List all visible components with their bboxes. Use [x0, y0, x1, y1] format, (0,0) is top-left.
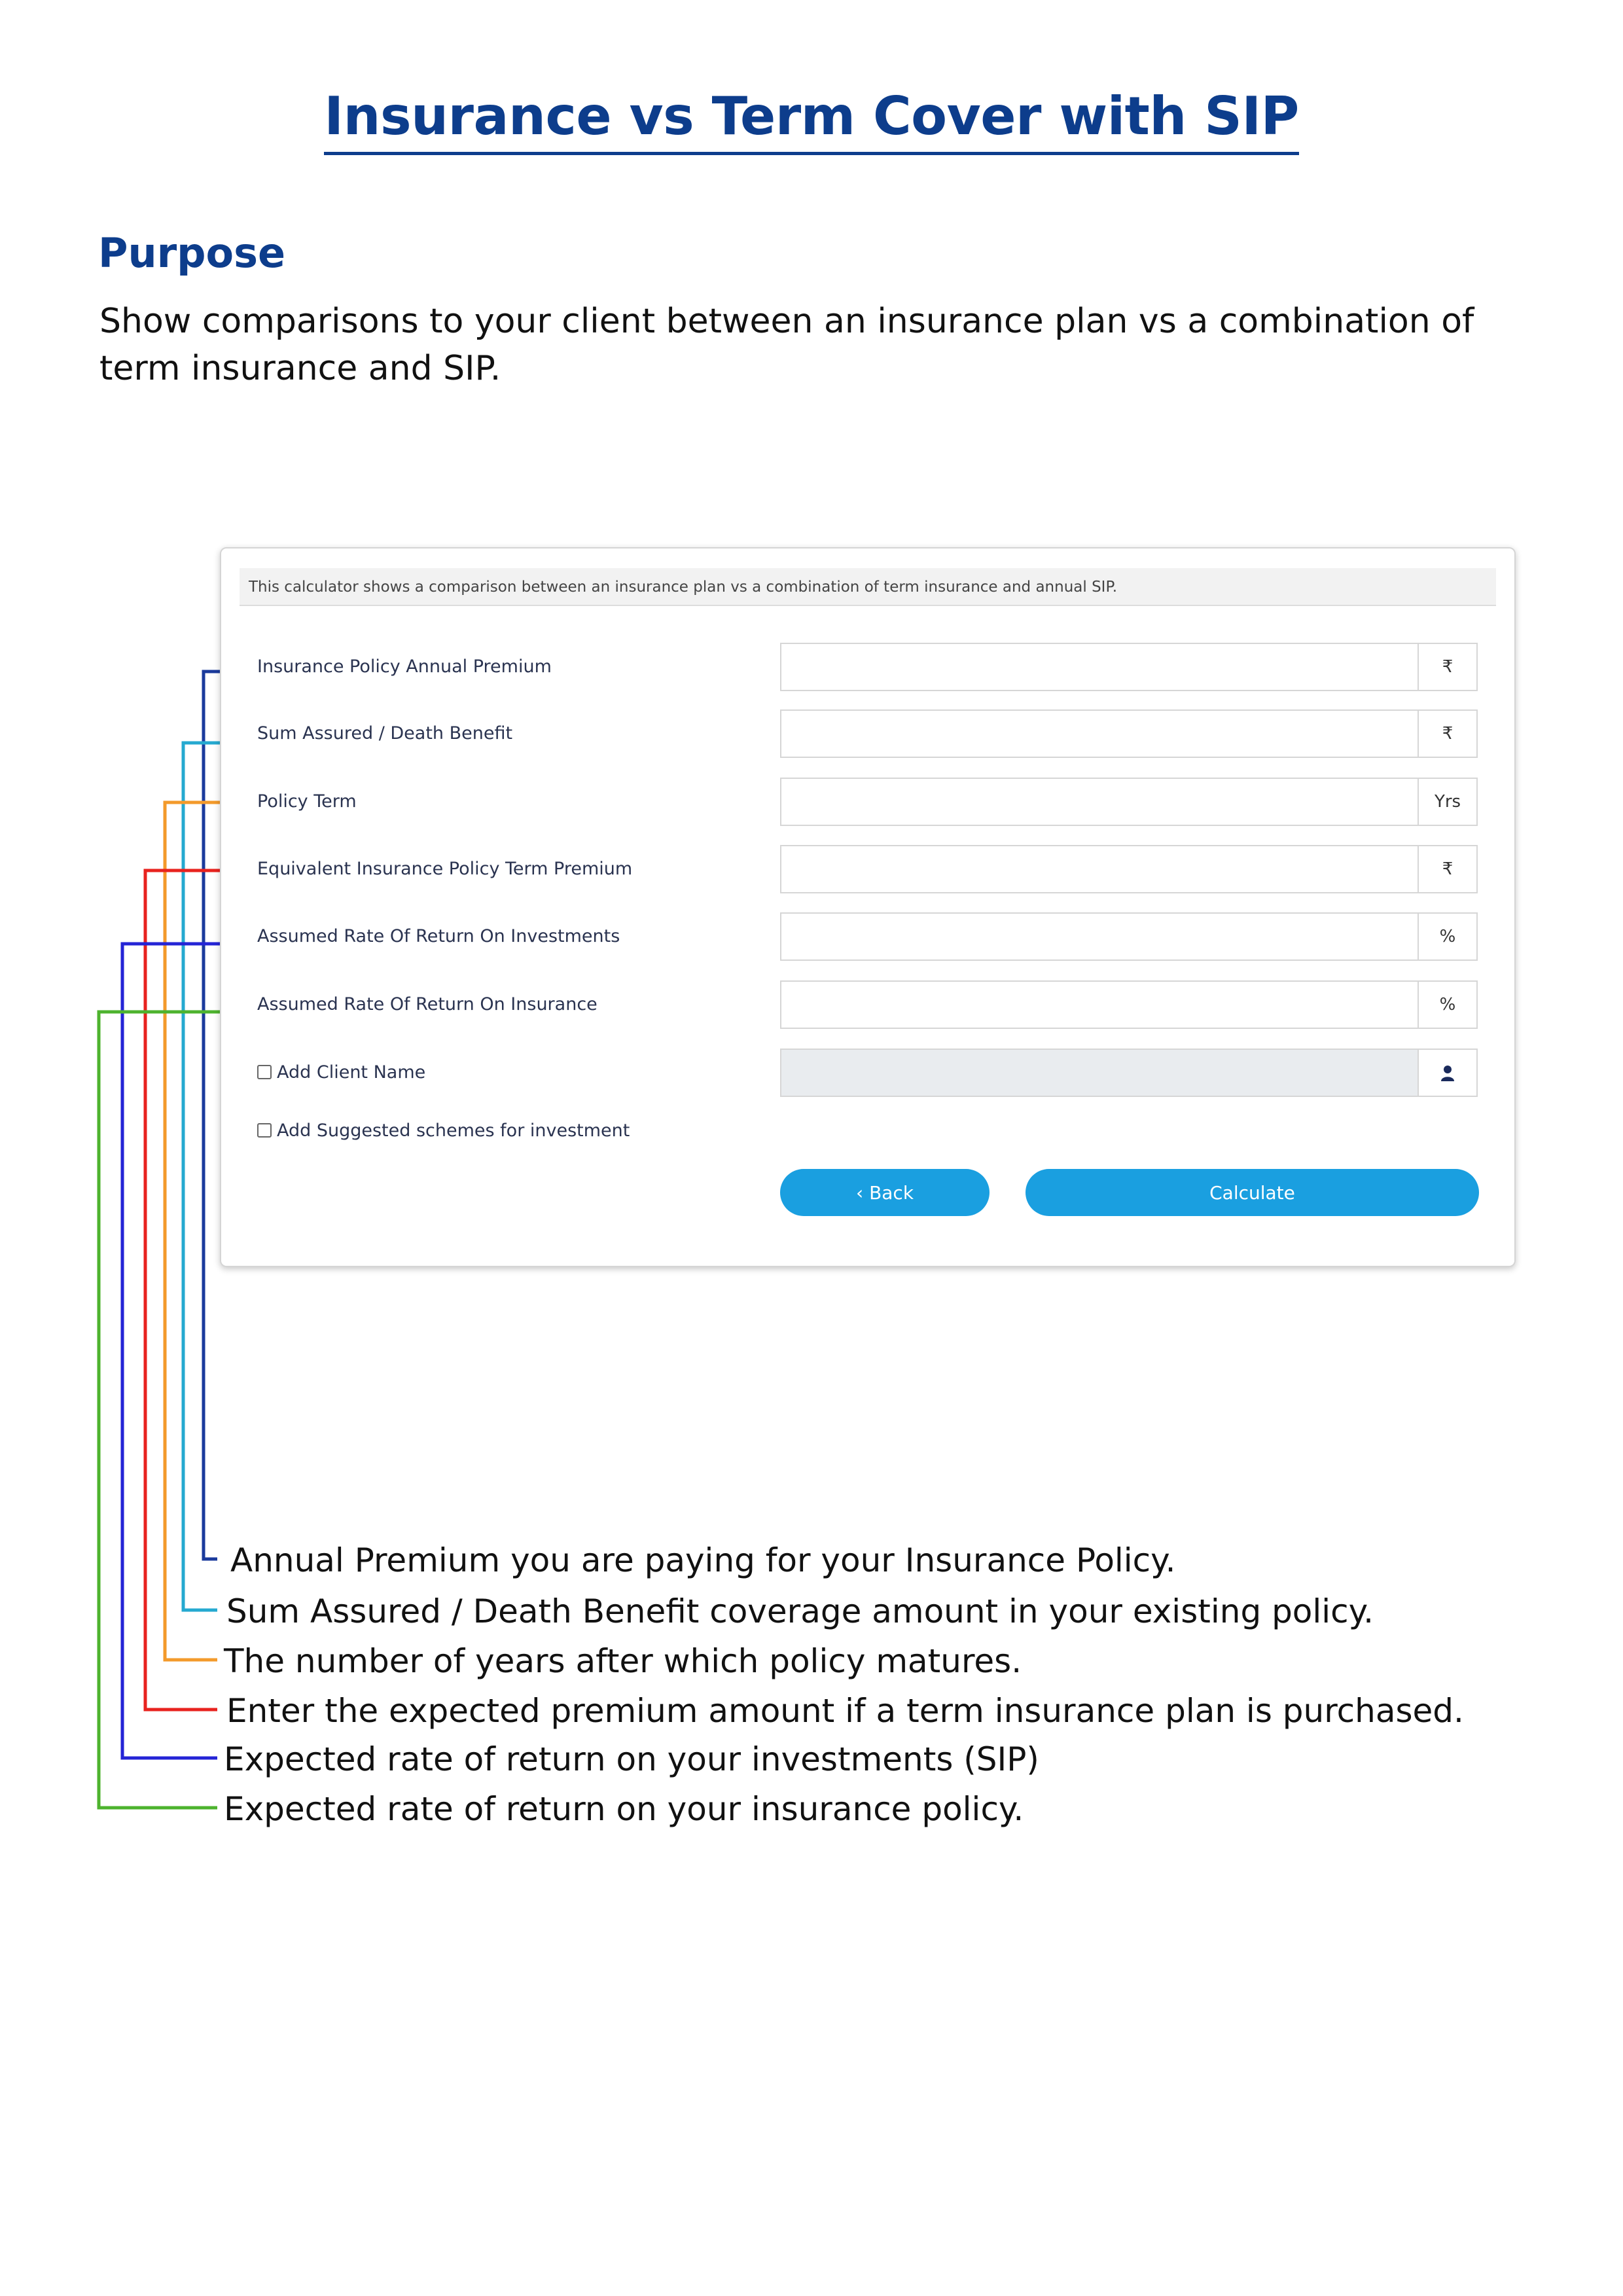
- page-title: Insurance vs Term Cover with SIP: [324, 86, 1298, 155]
- add-suggested-schemes-option[interactable]: [257, 1118, 630, 1144]
- policy-term-input[interactable]: [780, 778, 1478, 826]
- description-return-investments: Expected rate of return on your investments (SIP): [224, 1740, 1039, 1778]
- add-client-name-label: Add Client Name: [277, 1062, 426, 1083]
- field-row-return-investments: [221, 912, 1514, 961]
- field-label: Insurance Policy Annual Premium: [257, 656, 552, 677]
- description-annual-premium: Annual Premium you are paying for your Insurance Policy.: [230, 1541, 1176, 1579]
- client-name-input: [780, 1049, 1478, 1097]
- field-row-sum-assured: [221, 709, 1514, 758]
- field-row-annual-premium: [221, 643, 1514, 691]
- description-term-premium: Enter the expected premium amount if a term insurance plan is purchased.: [226, 1692, 1464, 1730]
- add-suggested-schemes-label: Add Suggested schemes for investment: [277, 1121, 630, 1141]
- field-label: Assumed Rate Of Return On Investments: [257, 926, 620, 946]
- years-unit: Yrs: [1418, 779, 1476, 825]
- rupee-icon: ₹: [1418, 644, 1476, 690]
- percent-unit: %: [1418, 914, 1476, 960]
- description-return-insurance: Expected rate of return on your insurance policy.: [224, 1790, 1024, 1828]
- field-label: Assumed Rate Of Return On Insurance: [257, 994, 597, 1014]
- field-label: Policy Term: [257, 791, 357, 812]
- purpose-text: Show comparisons to your client between an insurance plan vs a combination of term insurance and SIP.: [99, 302, 1474, 388]
- field-row-policy-term: [221, 778, 1514, 826]
- field-row-client-name: [221, 1049, 1514, 1097]
- percent-unit: %: [1418, 982, 1476, 1028]
- back-button[interactable]: [780, 1169, 990, 1216]
- description-sum-assured: Sum Assured / Death Benefit coverage amount in your existing policy.: [226, 1592, 1374, 1630]
- field-row-term-premium: [221, 845, 1514, 893]
- back-button-label: Back: [869, 1182, 914, 1204]
- sum-assured-input[interactable]: [780, 709, 1478, 758]
- chevron-left-icon: ‹: [855, 1182, 870, 1204]
- connector-line-return-investments: [122, 944, 230, 1758]
- rupee-icon: ₹: [1418, 846, 1476, 892]
- calculator-card: [220, 547, 1516, 1267]
- add-client-name-checkbox[interactable]: [257, 1065, 272, 1079]
- term-premium-input[interactable]: [780, 845, 1478, 893]
- connector-line-term-premium: [145, 870, 230, 1710]
- user-icon: [1418, 1050, 1476, 1096]
- field-label: Sum Assured / Death Benefit: [257, 723, 513, 744]
- field-label: Equivalent Insurance Policy Term Premium: [257, 859, 633, 879]
- field-row-return-insurance: [221, 980, 1514, 1029]
- description-policy-term: The number of years after which policy matures.: [224, 1642, 1022, 1680]
- return-insurance-input[interactable]: [780, 980, 1478, 1029]
- calculator-note: This calculator shows a comparison between an insurance plan vs a combination of term insurance and annual SIP.: [240, 568, 1496, 606]
- purpose-heading: Purpose: [98, 229, 286, 277]
- add-suggested-schemes-checkbox[interactable]: [257, 1123, 272, 1138]
- calculate-button[interactable]: Calculate: [1026, 1169, 1479, 1216]
- rupee-icon: ₹: [1418, 711, 1476, 757]
- annual-premium-input[interactable]: [780, 643, 1478, 691]
- return-investments-input[interactable]: [780, 912, 1478, 961]
- add-client-name-option[interactable]: [257, 1049, 425, 1097]
